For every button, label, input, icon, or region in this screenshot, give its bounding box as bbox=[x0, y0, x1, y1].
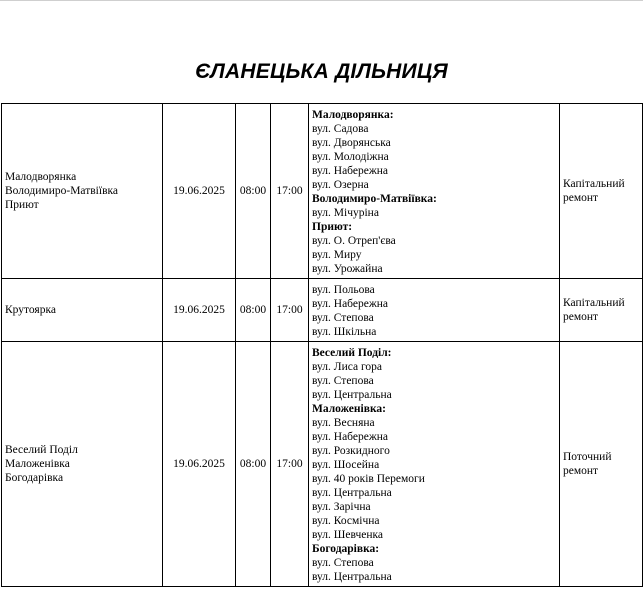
street-name: вул. Центральна bbox=[312, 571, 392, 583]
street-name: вул. Садова bbox=[312, 123, 369, 135]
table-row bbox=[2, 104, 643, 279]
street-name: вул. Шосейна bbox=[312, 459, 380, 471]
date-cell: 19.06.2025 bbox=[163, 104, 236, 279]
street-name: вул. Центральна bbox=[312, 487, 392, 499]
village-heading: Богодарівка: bbox=[312, 543, 380, 555]
street-name: вул. Космічна bbox=[312, 515, 380, 527]
settlements-cell bbox=[2, 104, 163, 279]
street-name: вул. Озерна bbox=[312, 179, 369, 191]
street-name: вул. Набережна bbox=[312, 165, 389, 177]
street-name: вул. Степова bbox=[312, 557, 374, 569]
village-heading: Веселий Поділ: bbox=[312, 347, 392, 359]
settlements-cell bbox=[2, 279, 163, 342]
settlement-name: Богодарівка bbox=[5, 472, 64, 484]
work-type-cell bbox=[560, 342, 643, 587]
work-type-text: Поточний bbox=[563, 451, 612, 463]
date-cell: 19.06.2025 bbox=[163, 279, 236, 342]
village-heading: Малодворянка: bbox=[312, 109, 394, 121]
work-type-cell bbox=[560, 279, 643, 342]
date-cell: 19.06.2025 bbox=[163, 342, 236, 587]
street-name: вул. Польова bbox=[312, 284, 375, 296]
streets-cell bbox=[309, 342, 560, 587]
outage-schedule-table bbox=[1, 103, 643, 587]
street-name: вул. Зарічна bbox=[312, 501, 371, 513]
village-heading: Приют: bbox=[312, 221, 353, 233]
end-time-cell: 17:00 bbox=[271, 279, 309, 342]
street-name: вул. Лиса гора bbox=[312, 361, 382, 373]
work-type-text: Капітальний bbox=[563, 297, 625, 309]
settlement-name: Малодворянка bbox=[5, 171, 77, 183]
street-name: вул. Шевченка bbox=[312, 529, 384, 541]
street-name: вул. Весняна bbox=[312, 417, 375, 429]
settlement-name: Крутоярка bbox=[5, 304, 56, 316]
street-name: вул. Шкільна bbox=[312, 326, 377, 338]
street-name: вул. Урожайна bbox=[312, 263, 383, 275]
streets-cell bbox=[309, 104, 560, 279]
end-time-cell: 17:00 bbox=[271, 104, 309, 279]
settlement-name: Володимиро-Матвіївка bbox=[5, 185, 119, 197]
street-name: вул. Степова bbox=[312, 312, 374, 324]
street-name: вул. Миру bbox=[312, 249, 362, 261]
street-name: вул. Степова bbox=[312, 375, 374, 387]
street-name: вул. О. Отреп'єва bbox=[312, 235, 396, 247]
village-heading: Маложенівка: bbox=[312, 403, 386, 415]
settlement-name: Веселий Поділ bbox=[5, 444, 78, 456]
page-title: ЄЛАНЕЦЬКА ДІЛЬНИЦЯ bbox=[195, 60, 448, 83]
streets-cell bbox=[309, 279, 560, 342]
end-time-cell: 17:00 bbox=[271, 342, 309, 587]
settlement-name: Приют bbox=[5, 199, 39, 211]
street-name: вул. Набережна bbox=[312, 298, 389, 310]
street-name: вул. Набережна bbox=[312, 431, 389, 443]
start-time-cell: 08:00 bbox=[236, 279, 271, 342]
top-border-line bbox=[0, 0, 643, 1]
street-name: вул. 40 років Перемоги bbox=[312, 473, 425, 485]
work-type-text: Капітальний bbox=[563, 178, 625, 190]
start-time-cell: 08:00 bbox=[236, 342, 271, 587]
work-type-text: ремонт bbox=[563, 311, 599, 323]
street-name: вул. Розкидного bbox=[312, 445, 390, 457]
street-name: вул. Дворянська bbox=[312, 137, 391, 149]
street-name: вул. Молодіжна bbox=[312, 151, 389, 163]
table-row bbox=[2, 342, 643, 587]
table-row bbox=[2, 279, 643, 342]
work-type-cell bbox=[560, 104, 643, 279]
village-heading: Володимиро-Матвіївка: bbox=[312, 193, 437, 205]
start-time-cell: 08:00 bbox=[236, 104, 271, 279]
street-name: вул. Мічуріна bbox=[312, 207, 379, 219]
work-type-text: ремонт bbox=[563, 192, 599, 204]
settlements-cell bbox=[2, 342, 163, 587]
street-name: вул. Центральна bbox=[312, 389, 392, 401]
settlement-name: Маложенівка bbox=[5, 458, 70, 470]
work-type-text: ремонт bbox=[563, 465, 599, 477]
